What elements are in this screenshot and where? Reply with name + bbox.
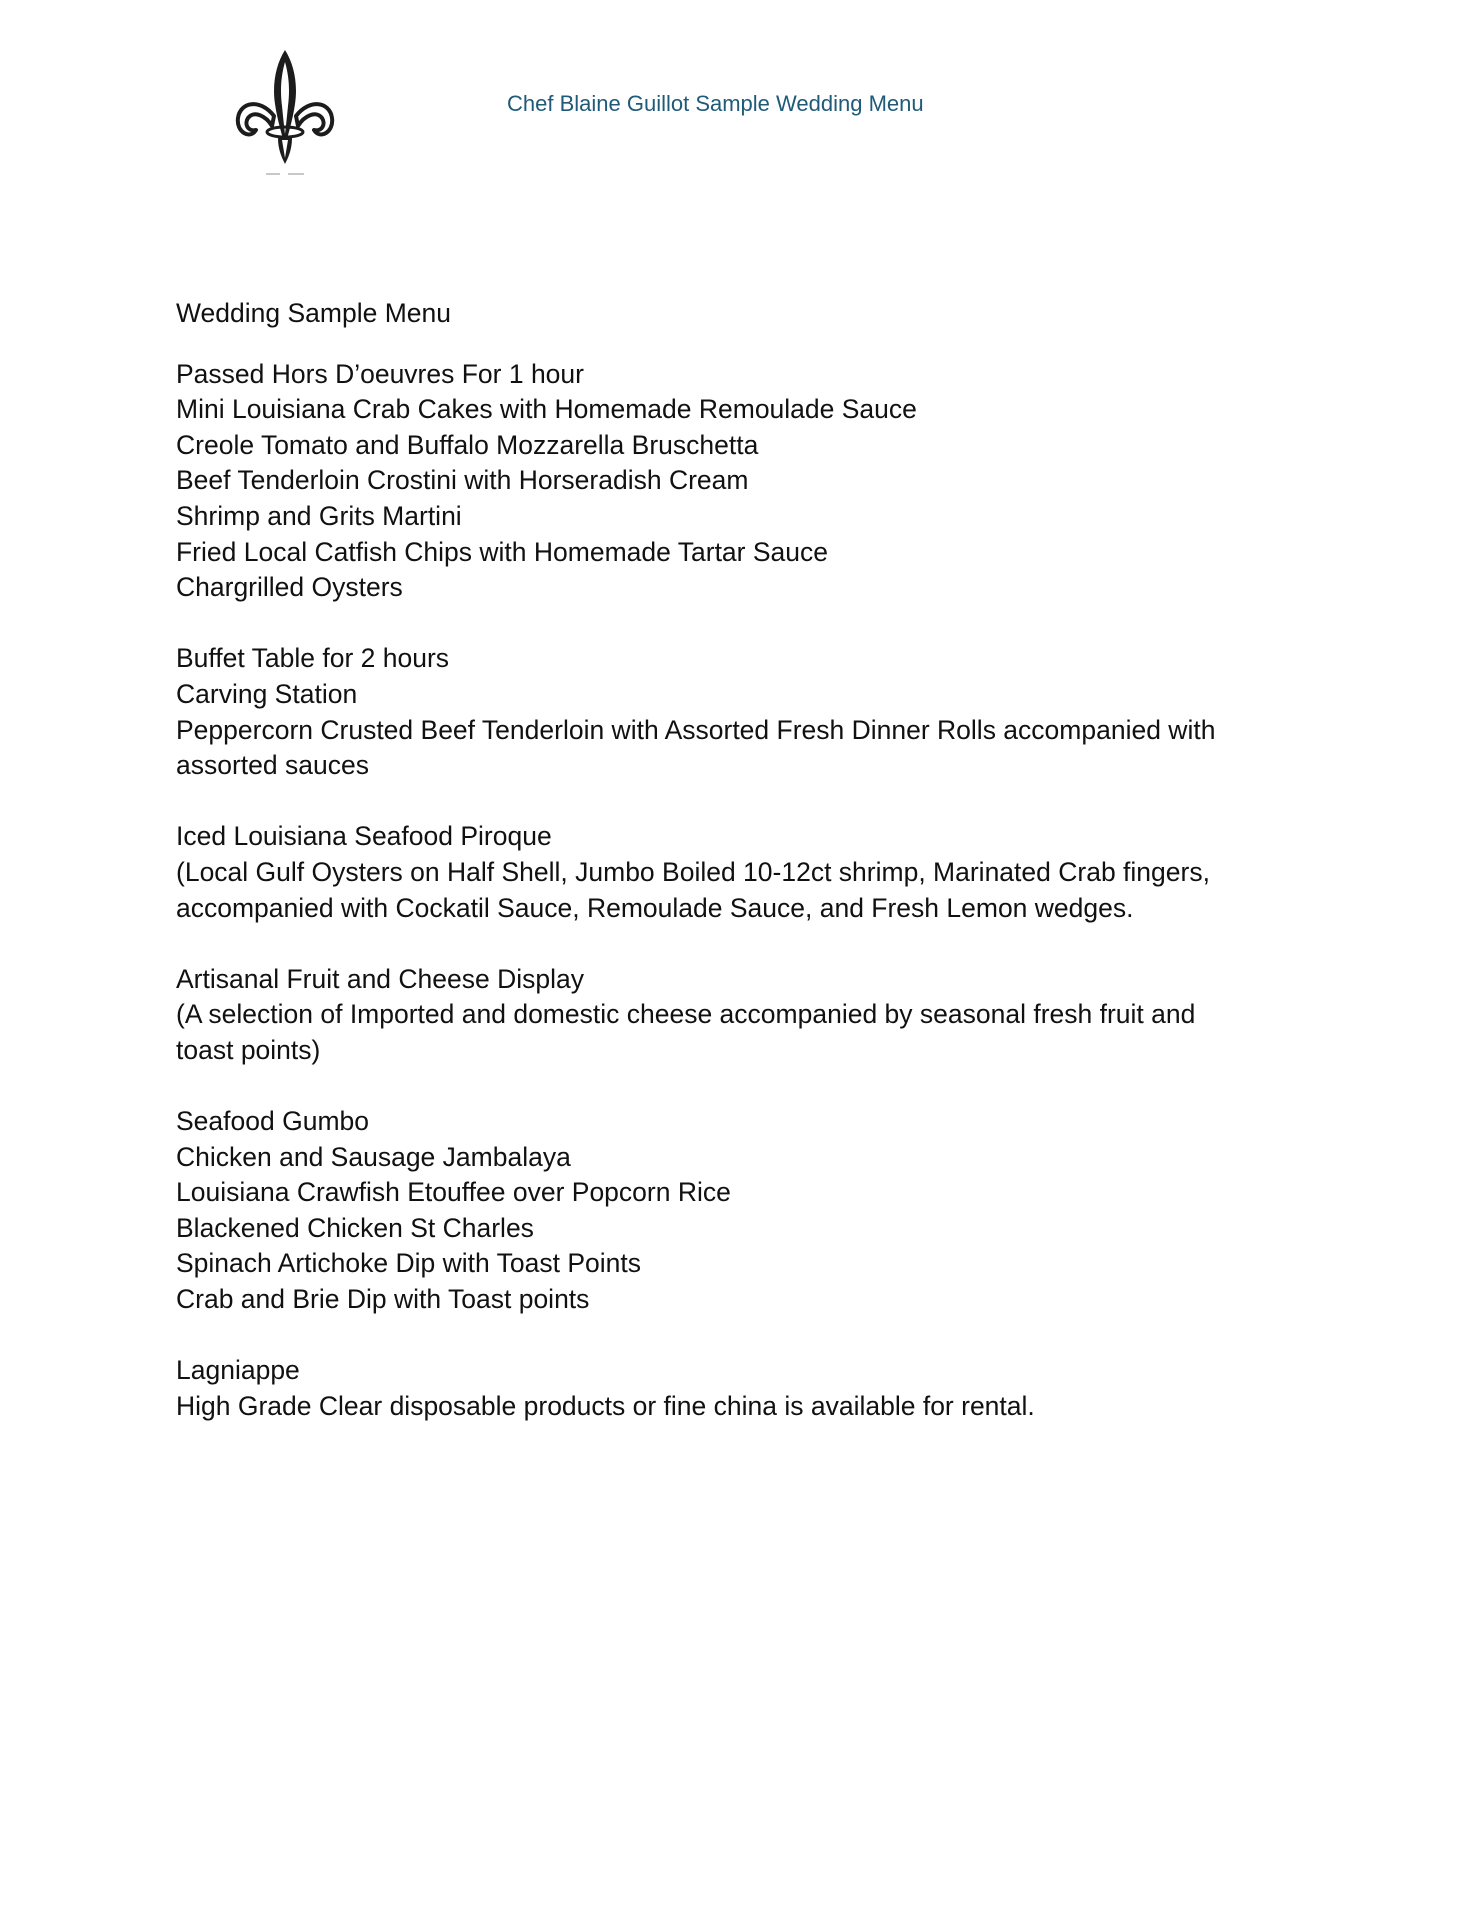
menu-line: Louisiana Crawfish Etouffee over Popcorn Rice	[176, 1177, 731, 1208]
menu-line: Mini Louisiana Crab Cakes with Homemade Remoulade Sauce	[176, 394, 917, 425]
menu-line: assorted sauces	[176, 750, 369, 781]
menu-line: (Local Gulf Oysters on Half Shell, Jumbo Boiled 10-12ct shrimp, Marinated Crab fingers,	[176, 856, 1210, 887]
menu-line: Artisanal Fruit and Cheese Display	[176, 963, 584, 994]
menu-line: Carving Station	[176, 678, 358, 709]
menu-section-lagniappe	[176, 1353, 1316, 1424]
menu-line: High Grade Clear disposable products or fine china is available for rental.	[176, 1390, 1035, 1421]
page-header	[0, 0, 1484, 200]
menu-section-buffet	[176, 641, 1316, 783]
menu-section-hors-doeuvres	[176, 357, 1316, 606]
menu-line: Chargrilled Oysters	[176, 572, 403, 603]
menu-line: Shrimp and Grits Martini	[176, 500, 462, 531]
menu-line: Passed Hors D’oeuvres For 1 hour	[176, 358, 584, 389]
menu-line: accompanied with Cockatil Sauce, Remoulade Sauce, and Fresh Lemon wedges.	[176, 892, 1134, 923]
menu-content	[176, 296, 1316, 1460]
menu-line: Fried Local Catfish Chips with Homemade Tartar Sauce	[176, 536, 828, 567]
document-title: Wedding Sample Menu	[176, 298, 451, 328]
menu-line: Crab and Brie Dip with Toast points	[176, 1284, 590, 1315]
fleur-de-lis-icon	[230, 46, 340, 184]
menu-section-seafood-piroque	[176, 819, 1316, 926]
menu-line: Blackened Chicken St Charles	[176, 1212, 534, 1243]
menu-section-entrees	[176, 1104, 1316, 1318]
menu-line: Beef Tenderloin Crostini with Horseradish Cream	[176, 465, 749, 496]
menu-line: Chicken and Sausage Jambalaya	[176, 1141, 571, 1172]
menu-line: Seafood Gumbo	[176, 1106, 369, 1137]
header-title: Chef Blaine Guillot Sample Wedding Menu	[507, 91, 924, 116]
menu-line: Buffet Table for 2 hours	[176, 643, 450, 674]
menu-line: Iced Louisiana Seafood Piroque	[176, 821, 552, 852]
menu-line: Peppercorn Crusted Beef Tenderloin with Assorted Fresh Dinner Rolls accompanied with	[176, 714, 1216, 745]
menu-line: toast points)	[176, 1034, 321, 1065]
menu-line: Spinach Artichoke Dip with Toast Points	[176, 1248, 641, 1279]
menu-line: Lagniappe	[176, 1355, 300, 1386]
menu-line: (A selection of Imported and domestic cheese accompanied by seasonal fresh fruit and	[176, 999, 1196, 1030]
menu-line: Creole Tomato and Buffalo Mozzarella Bruschetta	[176, 429, 759, 460]
menu-section-fruit-cheese	[176, 962, 1316, 1069]
